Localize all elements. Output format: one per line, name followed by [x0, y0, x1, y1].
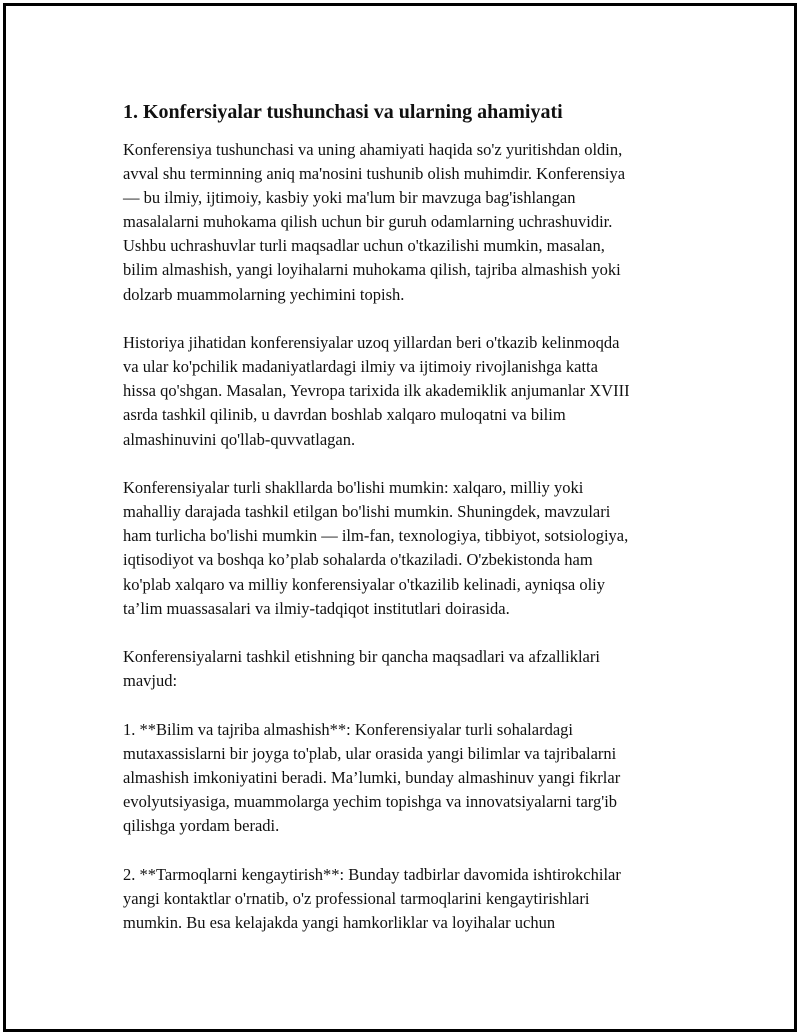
- text-line: ta’lim muassasalari va ilmiy-tadqiqot institutlari doirasida.: [123, 598, 510, 618]
- text-line: masalalarni muhokama qilish uchun bir guruh odamlarning uchrashuvidir.: [123, 212, 613, 232]
- text-line: 2. **Tarmoqlarni kengaytirish**: Bunday tadbirlar davomida ishtirokchilar: [123, 864, 621, 884]
- text-line: avval shu terminning aniq ma'nosini tushunib olish muhimdir. Konferensiya: [123, 164, 626, 184]
- text-line: Konferensiyalarni tashkil etishning bir qancha maqsadlari va afzalliklari: [123, 647, 600, 667]
- document-body: [123, 98, 703, 960]
- text-line: va ular ko'pchilik madaniyatlardagi ilmiy va ijtimoiy rivojlanishga katta: [123, 357, 598, 377]
- text-line: ko'plab xalqaro va milliy konferensiyalar o'tkazilib kelinadi, ayniqsa oliy: [123, 574, 606, 594]
- text-line: Historiya jihatidan konferensiyalar uzoq yillardan beri o'tkazib kelinmoqda: [123, 333, 620, 353]
- text-line: asrda tashkil qilinib, u davrdan boshlab xalqaro muloqatni va bilim: [123, 405, 566, 425]
- text-line: mumkin. Bu esa kelajakda yangi hamkorliklar va loyihalar uchun: [123, 913, 556, 933]
- text-line: dolzarb muammolarning yechimini topish.: [123, 284, 405, 304]
- text-line: qilishga yordam beradi.: [123, 816, 280, 836]
- text-line: Konferensiya tushunchasi va uning ahamiyati haqida so'z yuritishdan oldin,: [123, 140, 623, 159]
- paragraph: [123, 138, 703, 307]
- text-line: iqtisodiyot va boshqa ko’plab sohalarda o'tkaziladi. O'zbekistonda ham: [123, 550, 593, 570]
- paragraph: [123, 331, 703, 451]
- text-line: bilim almashish, yangi loyihalarni muhokama qilish, tajriba almashish yoki: [123, 260, 621, 280]
- text-line: mutaxassislarni bir joyga to'plab, ular orasida yangi bilimlar va tajribalarni: [123, 743, 617, 763]
- text-line: ham turlicha bo'lishi mumkin — ilm-fan, texnologiya, tibbiyot, sotsiologiya,: [123, 526, 629, 546]
- text-line: yangi kontaktlar o'rnatib, o'z professional tarmoqlarini kengaytirishlari: [123, 888, 590, 908]
- paragraph-list: [123, 138, 703, 935]
- text-line: — bu ilmiy, ijtimoiy, kasbiy yoki ma'lum bir mavzuga bag'ishlangan: [123, 188, 576, 208]
- paragraph: [123, 718, 703, 838]
- page-frame: [3, 3, 797, 1032]
- text-line: hissa qo'shgan. Masalan, Yevropa tarixida ilk akademiklik anjumanlar XVIII: [123, 381, 630, 401]
- paragraph: [123, 476, 703, 621]
- text-line: mavjud:: [123, 671, 178, 691]
- text-line: evolyutsiyasiga, muammolarga yechim topishga va innovatsiyalarni targ'ib: [123, 792, 618, 812]
- section-heading: 1. Konfersiyalar tushunchasi va ularning ahamiyati: [123, 101, 563, 123]
- text-line: Konferensiyalar turli shakllarda bo'lishi mumkin: xalqaro, milliy yoki: [123, 478, 584, 498]
- text-line: mahalliy darajada tashkil etilgan bo'lishi mumkin. Shuningdek, mavzulari: [123, 502, 611, 522]
- text-line: 1. **Bilim va tajriba almashish**: Konferensiyalar turli sohalardagi: [123, 719, 573, 739]
- paragraph: [123, 645, 703, 693]
- paragraph: [123, 863, 703, 935]
- text-line: almashinuvini qo'llab-quvvatlagan.: [123, 429, 356, 449]
- text-line: almashish imkoniyatini beradi. Ma’lumki, bunday almashinuv yangi fikrlar: [123, 768, 621, 788]
- text-line: Ushbu uchrashuvlar turli maqsadlar uchun o'tkazilishi mumkin, masalan,: [123, 236, 605, 256]
